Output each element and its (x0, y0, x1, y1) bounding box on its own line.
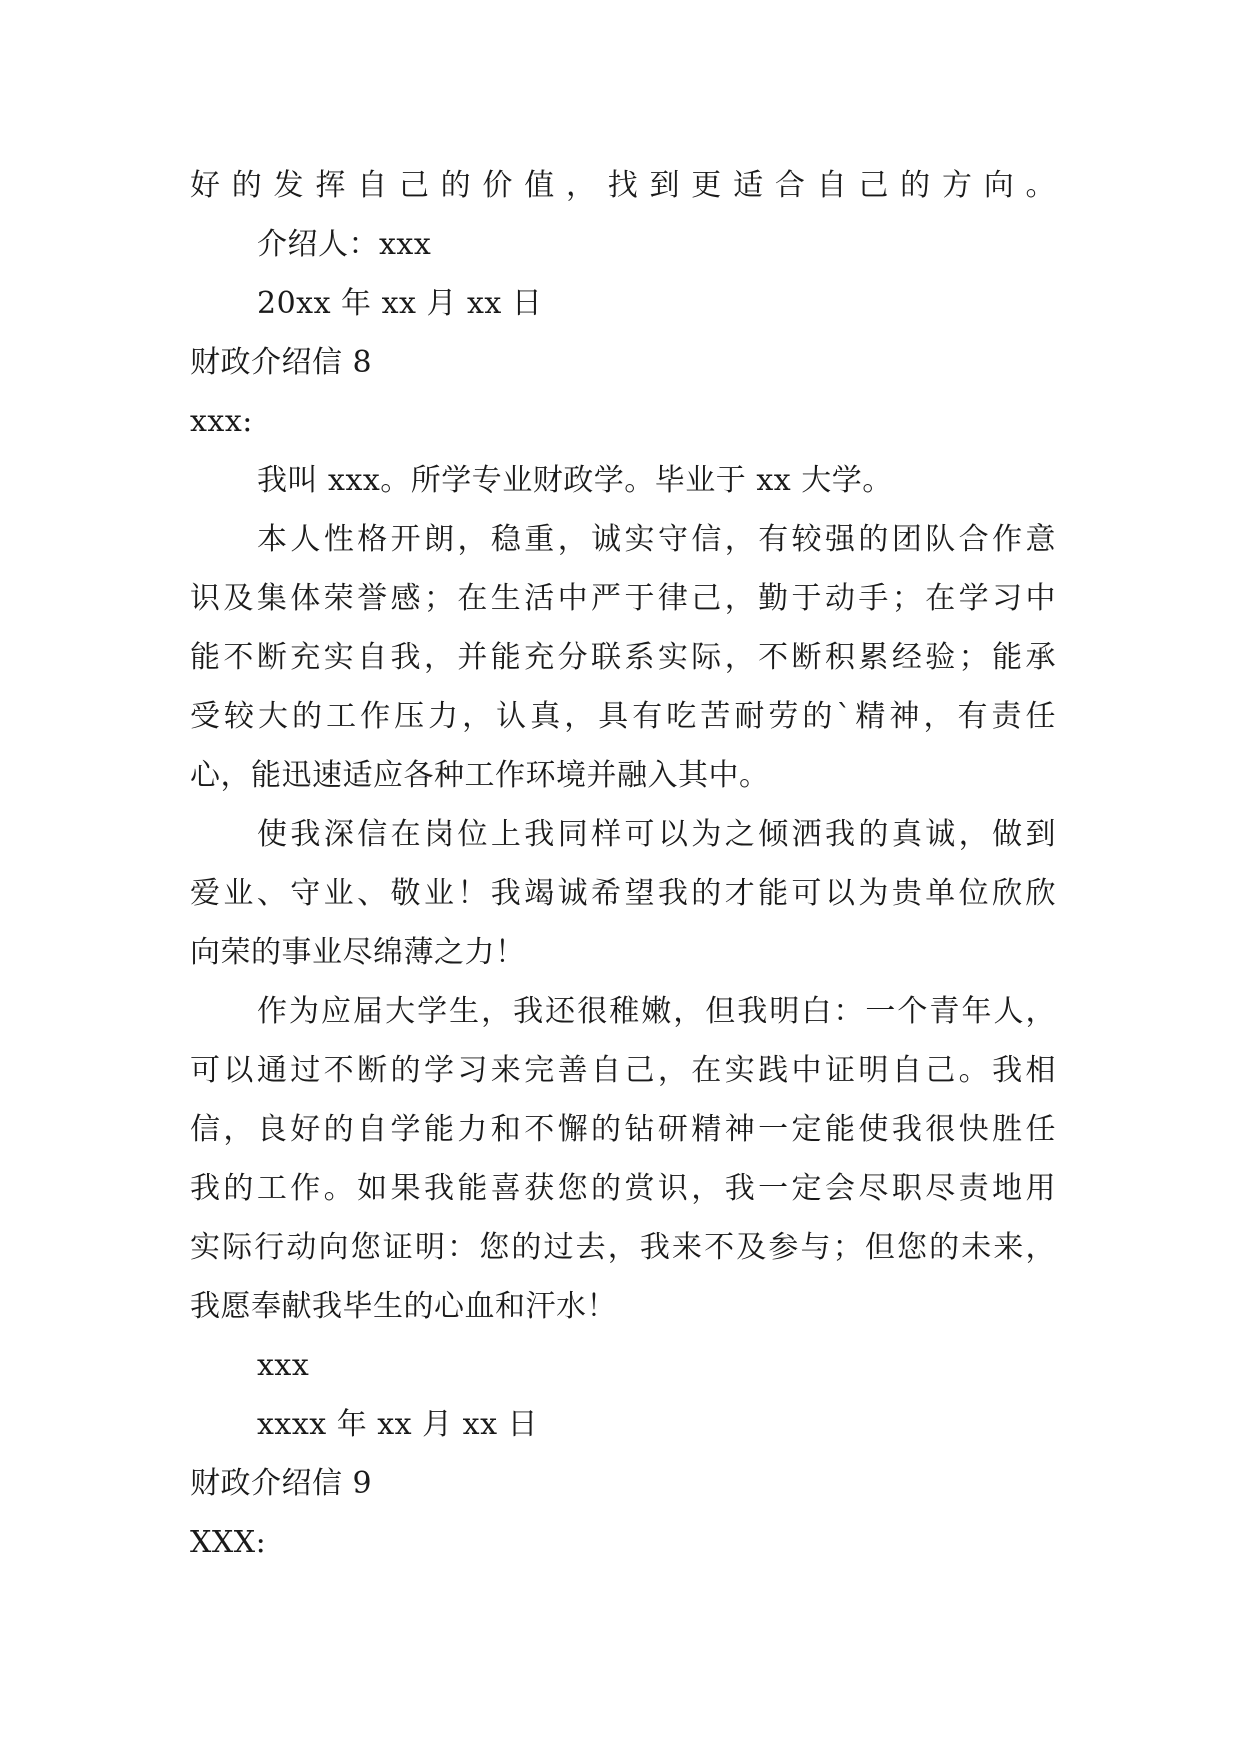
letter-heading: 财政介绍信 8 (190, 345, 373, 380)
paragraph-line: 可以通过不断的学习来完善自己，在实践中证明自己。我相 (190, 1053, 1056, 1088)
paragraph-line: 识及集体荣誉感；在生活中严于律己，勤于动手；在学习中 (190, 581, 1056, 616)
signature-date: 20xx 年 xx 月 xx 日 (257, 286, 543, 321)
letter-heading: 财政介绍信 9 (190, 1466, 373, 1501)
paragraph-line: 本人性格开朗，稳重，诚实守信，有较强的团队合作意 (257, 522, 1056, 557)
paragraph-line: 我的工作。如果我能喜获您的赏识，我一定会尽职尽责地用 (190, 1171, 1056, 1206)
body-line-continuation: 好的发挥自己的价值，找到更适合自己的方向。 (190, 168, 1056, 203)
paragraph-line: 爱业、守业、敬业！我竭诚希望我的才能可以为贵单位欣欣 (190, 876, 1056, 911)
sender-signature: xxx (257, 1348, 310, 1383)
paragraph-line: 心，能迅速适应各种工作环境并融入其中。 (190, 758, 770, 793)
salutation: xxx: (190, 404, 253, 439)
paragraph-line: 我愿奉献我毕生的心血和汗水！ (190, 1289, 617, 1324)
paragraph-line: 作为应届大学生，我还很稚嫩，但我明白：一个青年人， (257, 994, 1056, 1029)
salutation: XXX: (190, 1525, 267, 1560)
paragraph-line: 实际行动向您证明：您的过去，我来不及参与；但您的未来， (190, 1230, 1056, 1265)
paragraph-line: 信，良好的自学能力和不懈的钻研精神一定能使我很快胜任 (190, 1112, 1056, 1147)
paragraph-line: 我叫 xxx。所学专业财政学。毕业于 xx 大学。 (257, 463, 893, 498)
paragraph-line: 向荣的事业尽绵薄之力！ (190, 935, 526, 970)
paragraph-line: 使我深信在岗位上我同样可以为之倾洒我的真诚，做到 (257, 817, 1056, 852)
paragraph-line: 能不断充实自我，并能充分联系实际，不断积累经验；能承 (190, 640, 1056, 675)
paragraph-line: 受较大的工作压力，认真，具有吃苦耐劳的`精神，有责任 (190, 699, 1056, 734)
introducer-signature: 介绍人：xxx (257, 227, 432, 262)
signature-date: xxxx 年 xx 月 xx 日 (257, 1407, 539, 1442)
